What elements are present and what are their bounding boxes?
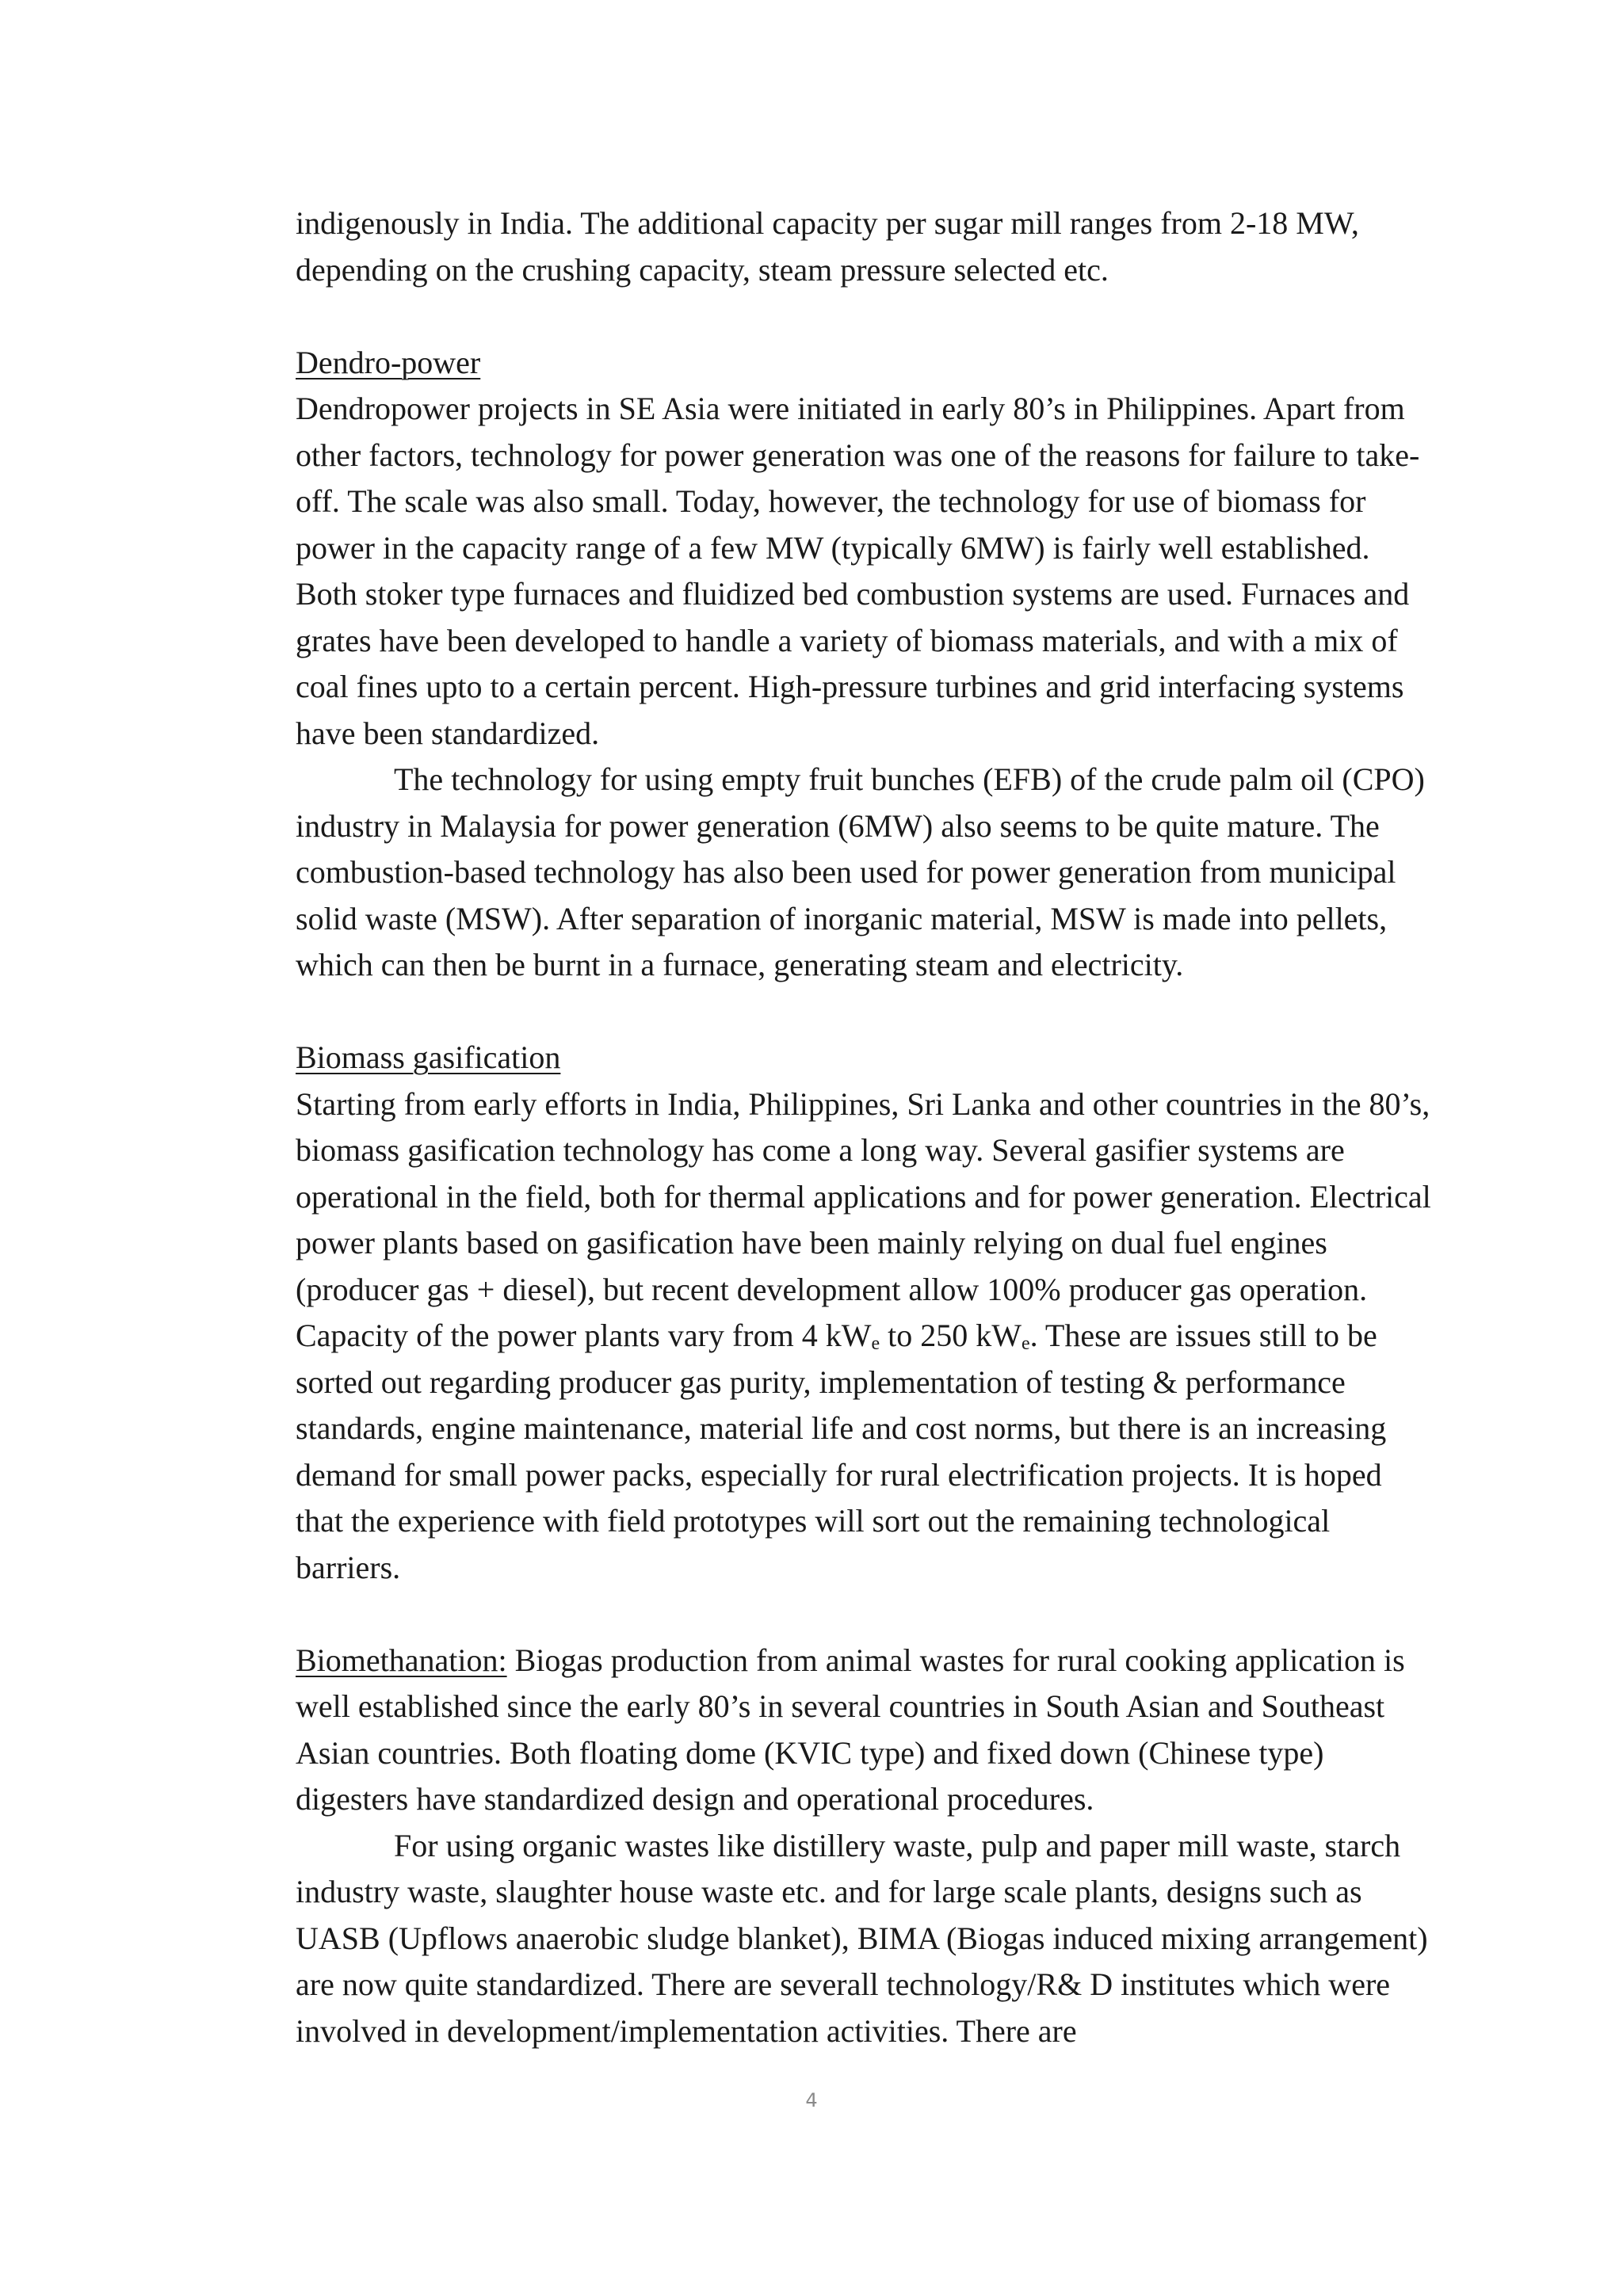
paragraph-gap [296, 293, 1437, 340]
paragraph-gasification-history [296, 1081, 1437, 1592]
subscript-e: e [871, 1333, 880, 1354]
biomethanation-text: Biogas production from animal wastes for rural cooking application is well established since the early 80’s in several countries in South Asian and Southeast Asian countries. Both floating dome (KVIC type) and fixed down (Chinese type) digesters have standardized design and operational procedures. [296, 1642, 1405, 1817]
gasification-text-part-2: to 250 kW [880, 1318, 1022, 1353]
heading-biomass-gasification-text: Biomass gasification [296, 1039, 561, 1075]
heading-dendro-power-text: Dendro-power [296, 344, 481, 380]
heading-biomethanation: Biomethanation: [296, 1642, 507, 1678]
paragraph-sugar-mill-capacity: indigenously in India. The additional capacity per sugar mill ranges from 2-18 MW, depending on the crushing capacity, steam pressure selected etc. [296, 205, 1359, 288]
page-number: 4 [805, 2089, 818, 2111]
paragraph-gap [296, 989, 1437, 1035]
gasification-text-part-3: . These are issues still to be sorted out regarding producer gas purity, implementation of testing & performance standards, engine maintenance, material life and cost norms, but there is an increasing demand for small power packs, especially for rural electrification projects. It is hoped that the experience with field prototypes will sort out the remaining technological barriers. [296, 1318, 1387, 1585]
body-text [296, 200, 1437, 2054]
paragraph-organic-wastes: For using organic wastes like distillery waste, pulp and paper mill waste, starch industry waste, slaughter house waste etc. and for large scale plants, designs such as UASB (Upflows anaerobic sludge blanket), BIMA (Biogas induced mixing arrangement) are now quite standardized. There are severall technology/R& D institutes which were involved in development/implementation activities. There are [296, 1827, 1428, 2049]
paragraph-biomethanation [296, 1638, 1437, 1823]
paragraph-efb-technology: The technology for using empty fruit bunches (EFB) of the crude palm oil (CPO) industry in Malaysia for power generation (6MW) also seems to be quite mature. The combustion-based technology has also been used for power generation from municipal solid waste (MSW). After separation of inorganic material, MSW is made into pellets, which can then be burnt in a furnace, generating steam and electricity. [296, 761, 1425, 982]
gasification-text-part-1: Starting from early efforts in India, Philippines, Sri Lanka and other countries in the 80’s, biomass gasification technology has come a long way. Several gasifier systems are operational in the field, both for thermal applications and for power generation. Electrical power plants based on gasification have been mainly relying on dual fuel engines (producer gas + diesel), but recent development allow 100% producer gas operation. Capacity of the power plants vary from 4 kW [296, 1085, 1431, 1353]
heading-biomass-gasification [296, 1035, 1437, 1081]
heading-dendro-power [296, 340, 1437, 387]
paragraph-gap [296, 1591, 1437, 1638]
subscript-e: e [1021, 1333, 1030, 1354]
paragraph-dendropower-projects: Dendropower projects in SE Asia were initiated in early 80’s in Philippines. Apart from other factors, technology for power generation was one of the reasons for failure to take-off. The scale was also small. Today, however, the technology for use of biomass for power in the capacity range of a few MW (typically 6MW) is fairly well established. Both stoker type furnaces and fluidized bed combustion systems are used. Furnaces and grates have been developed to handle a variety of biomass materials, and with a mix of coal fines upto to a certain percent. High-pressure turbines and grid interfacing systems have been standardized. [296, 391, 1420, 751]
